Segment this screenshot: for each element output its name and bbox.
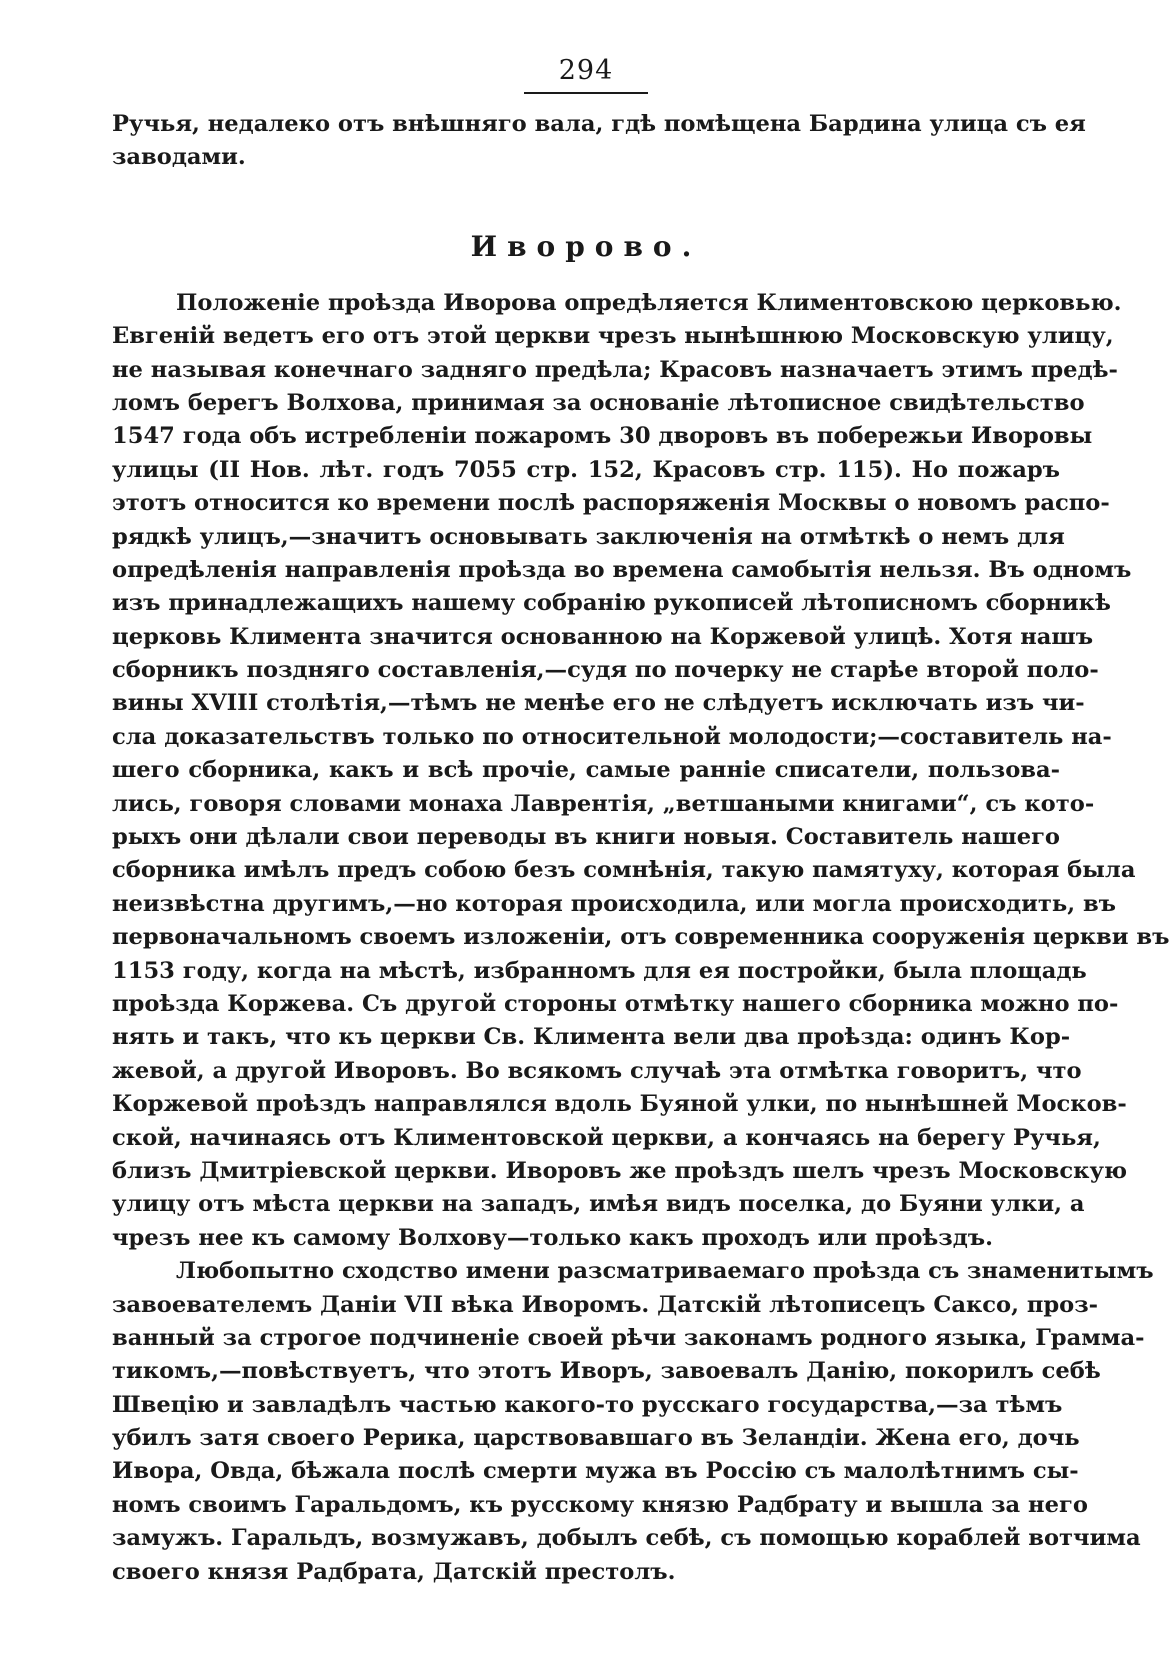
text-line: своего князя Радбрата, Датскій престолъ. [112, 1558, 676, 1585]
text-line: улицу отъ мѣста церкви на западъ, имѣя видъ поселка, до Буяни улки, а [112, 1191, 1085, 1218]
text-line: опредѣленія направленія проѣзда во времена самобытія нельзя. Въ одномъ [112, 556, 1132, 583]
text-line: неизвѣстна другимъ,—но которая происходила, или могла происходить, въ [112, 890, 1116, 917]
text-line: ванный за строгое подчиненіе своей рѣчи законамъ родного языка, Грамма- [112, 1324, 1145, 1351]
text-line: не называя конечнаго задняго предѣла; Красовъ назначаетъ этимъ предѣ- [112, 356, 1118, 383]
text-line: Коржевой проѣздъ направлялся вдоль Буяной улки, по нынѣшней Москов- [112, 1091, 1127, 1118]
text-line: 1153 году, когда на мѣстѣ, избранномъ для ея постройки, была площадь [112, 957, 1087, 984]
text-line: нять и такъ, что къ церкви Св. Климента вели два проѣзда: одинъ Кор- [112, 1024, 1071, 1051]
text-line: завоевателемъ Даніи VII вѣка Иворомъ. Датскій лѣтописецъ Саксо, проз- [112, 1291, 1099, 1318]
text-line: Ручья, недалеко отъ внѣшняго вала, гдѣ помѣщена Бардина улица съ ея [112, 111, 1086, 137]
paragraph-1 [112, 287, 1170, 1255]
text-line: близъ Дмитріевской церкви. Иворовъ же проѣздъ шелъ чрезъ Московскую [112, 1157, 1128, 1184]
text-line: сла доказательствъ только по относительной молодости;—составитель на- [112, 723, 1112, 750]
text-line: ломъ берегъ Волхова, принимая за основаніе лѣтописное свидѣтельство [112, 389, 1085, 416]
page-number: 294 [558, 55, 614, 86]
text-line: улицы (II Нов. лѣт. годъ 7055 стр. 152, Красовъ стр. 115). Но пожаръ [112, 456, 1060, 483]
text-line: сборникъ поздняго составленія,—судя по почерку не старѣе второй поло- [112, 657, 1099, 684]
text-line: номъ своимъ Гаральдомъ, къ русскому князю Радбрату и вышла за него [112, 1491, 1088, 1518]
text-line: сборника имѣлъ предъ собою безъ сомнѣнія, такую памятуху, которая была [112, 857, 1136, 884]
page-number-rule [524, 92, 648, 94]
text-line: проѣзда Коржева. Съ другой стороны отмѣтку нашего сборника можно по- [112, 990, 1119, 1017]
text-line: Евгеній ведетъ его отъ этой церкви чрезъ нынѣшнюю Московскую улицу, [112, 323, 1114, 350]
text-line: лись, говоря словами монаха Лаврентія, „ветшаными книгами“, съ кото- [112, 790, 1095, 817]
text-line: Ивора, Овда, бѣжала послѣ смерти мужа въ Россію съ малолѣтнимъ сы- [112, 1458, 1079, 1485]
text-line: изъ принадлежащихъ нашему собранію рукописей лѣтописномъ сборникѣ [112, 590, 1111, 617]
text-line: ской, начинаясь отъ Климентовской церкви, а кончаясь на берегу Ручья, [112, 1124, 1101, 1151]
intro-text [112, 108, 1086, 175]
text-line: жевой, а другой Иворовъ. Во всякомъ случаѣ эта отмѣтка говоритъ, что [112, 1057, 1082, 1084]
text-line: Швецію и завладѣлъ частью какого-то русскаго государства,—за тѣмъ [112, 1391, 1063, 1418]
text-line: тикомъ,—повѣствуетъ, что этотъ Иворъ, завоевалъ Данію, покорилъ себѣ [112, 1358, 1101, 1385]
text-line: церковь Климента значится основанною на Коржевой улицѣ. Хотя нашъ [112, 623, 1094, 650]
text-line: рыхъ они дѣлали свои переводы въ книги новыя. Составитель нашего [112, 824, 1060, 851]
text-line: этотъ относится ко времени послѣ распоряженія Москвы о новомъ распо- [112, 490, 1110, 517]
text-line: 1547 года объ истребленіи пожаромъ 30 дворовъ въ побережьи Иворовы [112, 423, 1093, 450]
text-line: Любопытно сходство имени разсматриваемаго проѣзда съ знаменитымъ [176, 1258, 1154, 1285]
text-line: заводами. [112, 144, 246, 171]
text-line: замужъ. Гаральдъ, возмужавъ, добылъ себѣ, съ помощью кораблей вотчима [112, 1525, 1141, 1552]
text-line: шего сборника, какъ и всѣ прочіе, самые ранніе списатели, пользова- [112, 757, 1060, 784]
text-line: рядкѣ улицъ,—значитъ основывать заключенія на отмѣткѣ о немъ для [112, 523, 1065, 550]
text-line: Положеніе проѣзда Иворова опредѣляется Климентовскою церковью. [176, 289, 1122, 316]
paragraph-2 [112, 1255, 1154, 1589]
section-heading: Иворово. [470, 229, 702, 263]
text-line: вины XVIII столѣтія,—тѣмъ не менѣе его не слѣдуетъ исключать изъ чи- [112, 690, 1085, 717]
text-line: убилъ затя своего Рерика, царствовавшаго въ Зеландіи. Жена его, дочь [112, 1425, 1080, 1452]
text-line: первоначальномъ своемъ изложеніи, отъ современника сооруженія церкви въ [112, 924, 1170, 951]
document-page [112, 54, 1170, 1589]
text-line: чрезъ нее къ самому Волхову—только какъ проходъ или проѣздъ. [112, 1224, 993, 1251]
